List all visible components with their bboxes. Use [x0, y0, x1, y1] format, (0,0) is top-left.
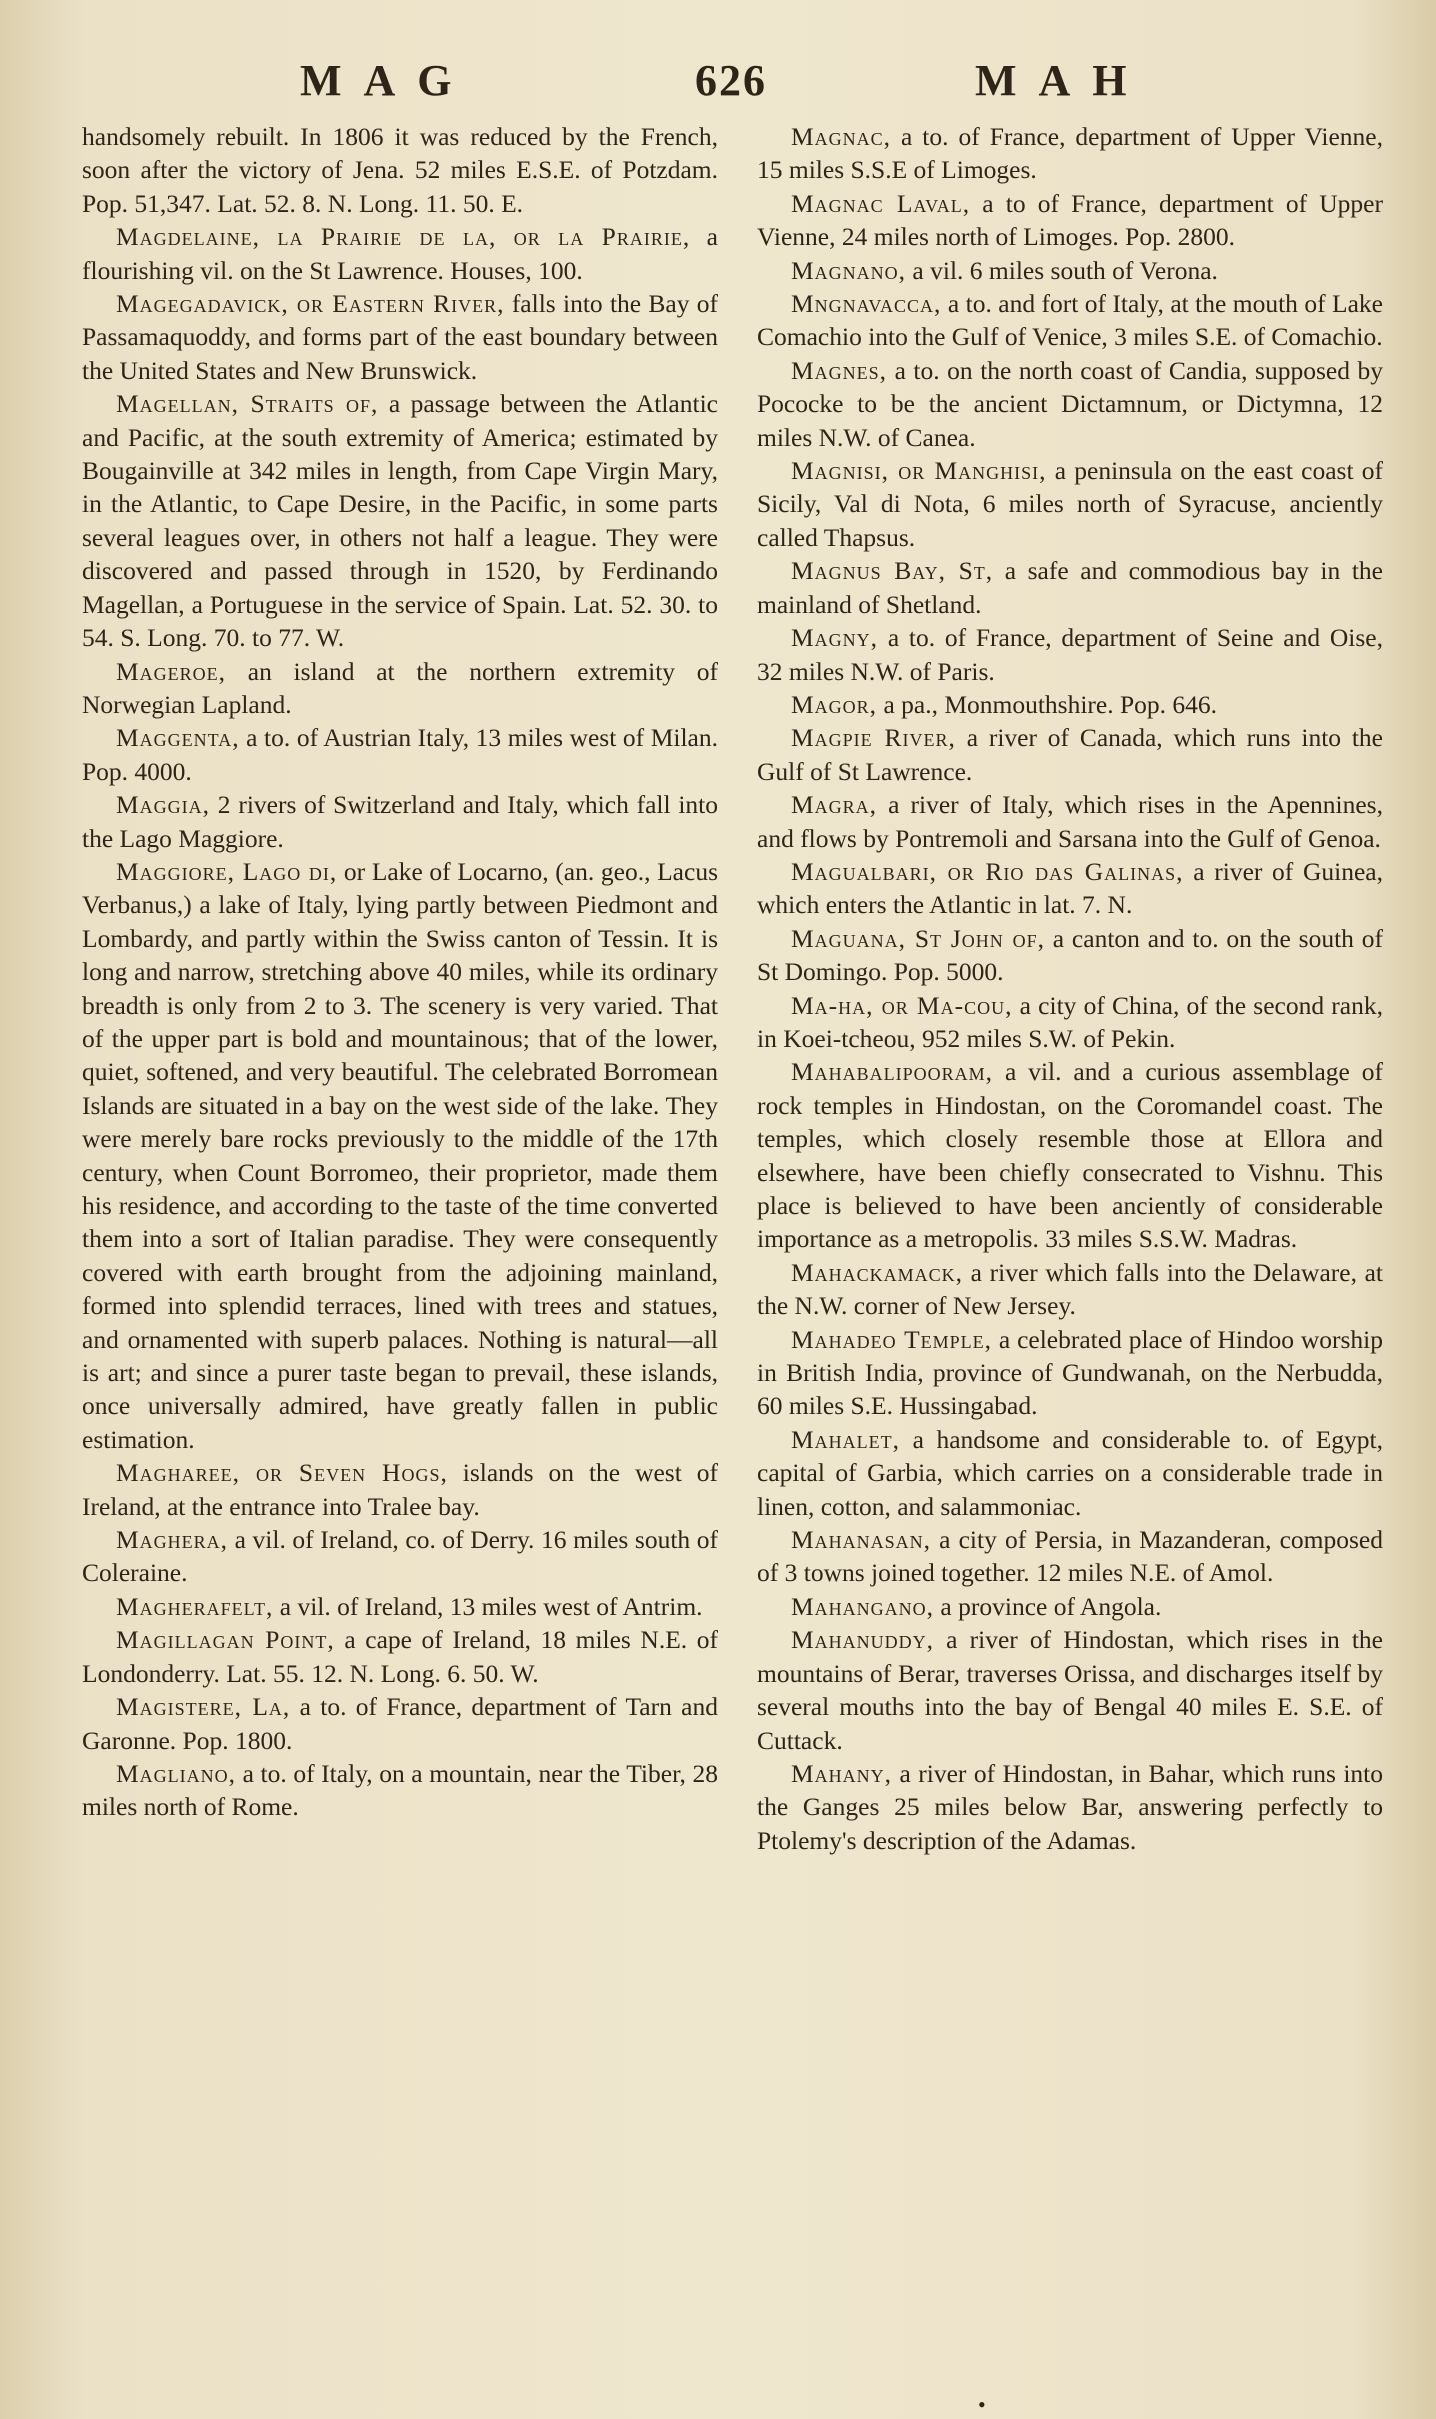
gazetteer-entry [757, 1423, 1383, 1523]
entry-text: a vil. 6 miles south of Verona. [906, 255, 1218, 285]
entry-text: a vil. of Ireland, 13 miles west of Antrim. [273, 1591, 703, 1621]
entry-headword: Maggia, [116, 790, 211, 820]
entry-headword: Magnac, [791, 122, 892, 151]
entry-headword: Mahalet, [791, 1424, 901, 1454]
entry-text: a pa., Monmouthshire. Pop. 646. [877, 689, 1218, 719]
gazetteer-entry [82, 120, 718, 220]
entry-headword: Magnes, [791, 355, 888, 385]
entry-headword: Mahangano, [791, 1591, 935, 1621]
entry-headword: Mahabalipooram, [791, 1057, 994, 1087]
entry-text: a to. and fort of Italy, at the mouth of Lake Comachio into the Gulf of Venice, 3 miles S.E. of Comachio. [757, 289, 1383, 352]
entry-text: a vil. of Ireland, co. of Derry. 16 miles south of Coleraine. [82, 1525, 718, 1588]
gazetteer-entry [757, 721, 1383, 788]
entry-headword: Magdelaine, la Prairie de la, or la Prairie, [116, 222, 691, 252]
gazetteer-entry [82, 1690, 718, 1757]
gazetteer-entry [757, 688, 1383, 721]
gazetteer-entry [82, 1623, 718, 1690]
entry-text: a river of Hindostan, which rises in the mountains of Berar, traverses Orissa, and discharges itself by several mouths into the bay of Bengal 40 miles E. S.E. of Cuttack. [757, 1625, 1383, 1755]
entry-text: falls into the Bay of Passamaquoddy, and forms part of the east boundary between the United States and New Brunswick. [82, 289, 718, 385]
gazetteer-entry [757, 1055, 1383, 1255]
entry-text: a province of Angola. [934, 1591, 1162, 1621]
entry-text: a passage between the Atlantic and Pacific, at the south extremity of America; estimated by Bougainville at 342 miles in length, from Cape Virgin Mary, in the Atlantic, to Cape Desire, in the Pacific, in some parts several leagues over, in others not half a league. They were discovered and passed through in 1520, by Ferdinando Magellan, a Portuguese in the service of Spain. Lat. 52. 30. to 54. S. Long. 70. to 77. W. [82, 389, 718, 653]
entry-headword: Mahackamack, [791, 1257, 964, 1287]
gazetteer-entry [757, 554, 1383, 621]
entry-headword: Magnus Bay, St, [791, 556, 994, 586]
entry-text: a river of Hindostan, in Bahar, which runs into the Ganges 25 miles below Bar, answering perfectly to Ptolemy's description of the Adamas. [757, 1758, 1383, 1855]
gazetteer-entry [82, 721, 718, 788]
entry-text: a vil. and a curious assemblage of rock temples in Hindostan, on the Coromandel coast. The temples, which closely resemble those at Ellora and elsewhere, have been chiefly consecrated to Vishnu. This place is believed to have been anciently of considerable importance as a metropolis. 33 miles S.S.W. Madras. [757, 1057, 1383, 1254]
entry-headword: Magny, [791, 623, 879, 653]
gazetteer-entry [82, 855, 718, 1456]
gazetteer-entry [757, 922, 1383, 989]
entry-headword: Magillagan Point, [116, 1625, 335, 1655]
entry-text: a handsome and considerable to. of Egypt, capital of Garbia, which carries on a considerable trade in linen, cotton, and salammoniac. [757, 1424, 1383, 1521]
entry-text: handsomely rebuilt. In 1806 it was reduced by the French, soon after the victory of Jena. 52 miles E.S.E. of Potzdam. Pop. 51,347. Lat. 52. 8. N. Long. 11. 50. E. [82, 122, 718, 218]
gazetteer-entry [82, 655, 718, 722]
entry-text: or Lake of Locarno, (an. geo., Lacus Verbanus,) a lake of Italy, lying partly between Piedmont and Lombardy, and partly within the Swiss canton of Tessin. It is long and narrow, stretching above 40 miles, while its ordinary breadth is only from 2 to 3. The scenery is very varied. That of the upper part is bold and mountainous; that of the lower, quiet, softened, and very beautiful. The celebrated Borromean Islands are situated in a bay on the west side of the lake. They were merely bare rocks previously to the middle of the 17th century, when Count Borromeo, their proprietor, made them his residence, and according to the taste of the time converted them into a sort of Italian paradise. They were consequently covered with earth brought from the adjoining mainland, formed into splendid terraces, lined with trees and statues, and ornamented with superb palaces. Nothing is natural—all is art; and since a purer taste began to prevail, these islands, once universally admired, have greatly fallen in public estimation. [82, 856, 718, 1454]
entry-text: a to. of France, department of Seine and Oise, 32 miles N.W. of Paris. [757, 623, 1383, 686]
entry-headword: Magliano, [116, 1758, 237, 1788]
entry-headword: Magistere, La, [116, 1692, 291, 1722]
entry-headword: Maggiore, Lago di, [116, 856, 338, 886]
gazetteer-entry [757, 1590, 1383, 1623]
entry-headword: Magor, [791, 689, 878, 719]
entry-headword: Ma-ha, or Ma-cou, [791, 990, 1013, 1020]
gazetteer-entry [757, 989, 1383, 1056]
signature-mark: • [978, 2392, 986, 2417]
entry-text: a canton and to. on the south of St Domingo. Pop. 5000. [757, 923, 1383, 987]
gazetteer-entry [757, 1757, 1383, 1857]
gazetteer-entry [757, 1623, 1383, 1757]
left-column [82, 120, 718, 1824]
right-column [757, 120, 1383, 1857]
entry-text: a peninsula on the east coast of Sicily, Val di Nota, 6 miles north of Syracuse, anciently called Thapsus. [757, 456, 1384, 552]
entry-text: a river of Guinea, which enters the Atlantic in lat. 7. N. [757, 856, 1383, 920]
entry-headword: Mageroe, [116, 656, 227, 686]
entry-text: a to. of France, department of Tarn and Garonne. Pop. 1800. [82, 1692, 718, 1755]
gazetteer-entry [757, 454, 1383, 554]
entry-text: a to. of Austrian Italy, 13 miles west of Milan. Pop. 4000. [82, 723, 718, 786]
gazetteer-entry [757, 254, 1383, 287]
entry-text: a safe and commodious bay in the mainland of Shetland. [757, 556, 1383, 619]
entry-text: a city of China, of the second rank, in Koei-tcheou, 952 miles S.W. of Pekin. [757, 990, 1383, 1053]
entry-headword: Magegadavick, or Eastern River, [116, 289, 505, 319]
entry-headword: Magualbari, or Rio das Galinas, [791, 856, 1184, 886]
entry-text: a to. of Italy, on a mountain, near the Tiber, 28 miles north of Rome. [82, 1758, 718, 1822]
entry-headword: Mahanasan, [791, 1525, 932, 1555]
gazetteer-entry [82, 788, 718, 855]
page-number: 626 [695, 56, 767, 105]
entry-text: 2 rivers of Switzerland and Italy, which fall into the Lago Maggiore. [82, 790, 718, 853]
gazetteer-entry [757, 621, 1383, 688]
entry-headword: Magnac Laval, [791, 188, 971, 218]
running-header [0, 55, 1436, 115]
entry-text: a river of Canada, which runs into the Gulf of St Lawrence. [757, 723, 1383, 786]
gazetteer-entry [757, 1523, 1383, 1590]
entry-text: a to of France, department of Upper Vienne, 24 miles north of Limoges. Pop. 2800. [757, 188, 1383, 252]
entry-headword: Magharee, or Seven Hogs, [116, 1458, 448, 1488]
gazetteer-entry [757, 120, 1383, 187]
entry-headword: Mahadeo Temple, [791, 1324, 993, 1354]
gazetteer-entry [757, 855, 1383, 922]
gazetteer-entry [757, 1323, 1383, 1423]
entry-headword: Mngnavacca, [791, 289, 942, 319]
header-right-guideword: MAH [975, 56, 1149, 105]
entry-text: a river of Italy, which rises in the Apennines, and flows by Pontremoli and Sarsana into the Gulf of Genoa. [757, 790, 1383, 853]
entry-text: islands on the west of Ireland, at the entrance into Tralee bay. [82, 1458, 718, 1521]
gazetteer-entry [82, 1757, 718, 1824]
gazetteer-entry [82, 220, 718, 287]
entry-headword: Magherafelt, [116, 1591, 274, 1621]
entry-text: a celebrated place of Hindoo worship in British India, province of Gundwanah, on the Nerbudda, 60 miles S.E. Hussingabad. [757, 1324, 1383, 1421]
entry-headword: Maghera, [116, 1525, 229, 1555]
entry-headword: Magra, [791, 790, 878, 820]
entry-text: a river which falls into the Delaware, at the N.W. corner of New Jersey. [757, 1257, 1383, 1321]
gazetteer-entry [757, 287, 1383, 354]
gazetteer-entry [757, 187, 1383, 254]
header-left-guideword: MAG [300, 56, 474, 105]
entry-headword: Maguana, St John of, [791, 923, 1045, 953]
entry-text: a cape of Ireland, 18 miles N.E. of Londonderry. Lat. 55. 12. N. Long. 6. 50. W. [82, 1625, 718, 1688]
entry-text: an island at the northern extremity of Norwegian Lapland. [82, 656, 718, 719]
entry-headword: Magnisi, or Manghisi, [791, 456, 1047, 486]
entry-headword: Maggenta, [116, 723, 240, 753]
gazetteer-entry [82, 1590, 718, 1623]
gazetteer-entry [757, 354, 1383, 454]
gazetteer-entry [82, 1456, 718, 1523]
gazetteer-entry [757, 1256, 1383, 1323]
gazetteer-entry [82, 1523, 718, 1590]
entry-headword: Mahany, [791, 1758, 893, 1788]
entry-text: a to. on the north coast of Candia, supposed by Pococke to be the ancient Dictamnum, or Dictymna, 12 miles N.W. of Canea. [757, 355, 1383, 452]
gazetteer-entry [757, 788, 1383, 855]
entry-headword: Magellan, Straits of, [116, 389, 379, 419]
entry-headword: Magpie River, [791, 723, 956, 753]
gazetteer-entry [82, 287, 718, 387]
entry-text: a flourishing vil. on the St Lawrence. Houses, 100. [82, 222, 718, 285]
entry-headword: Magnano, [791, 255, 907, 285]
gazetteer-entry [82, 387, 718, 654]
entry-headword: Mahanuddy, [791, 1625, 935, 1655]
entry-text: a to. of France, department of Upper Vienne, 15 miles S.S.E of Limoges. [757, 122, 1383, 185]
entry-text: a city of Persia, in Mazanderan, composed of 3 towns joined together. 12 miles N.E. of Amol. [757, 1525, 1383, 1588]
